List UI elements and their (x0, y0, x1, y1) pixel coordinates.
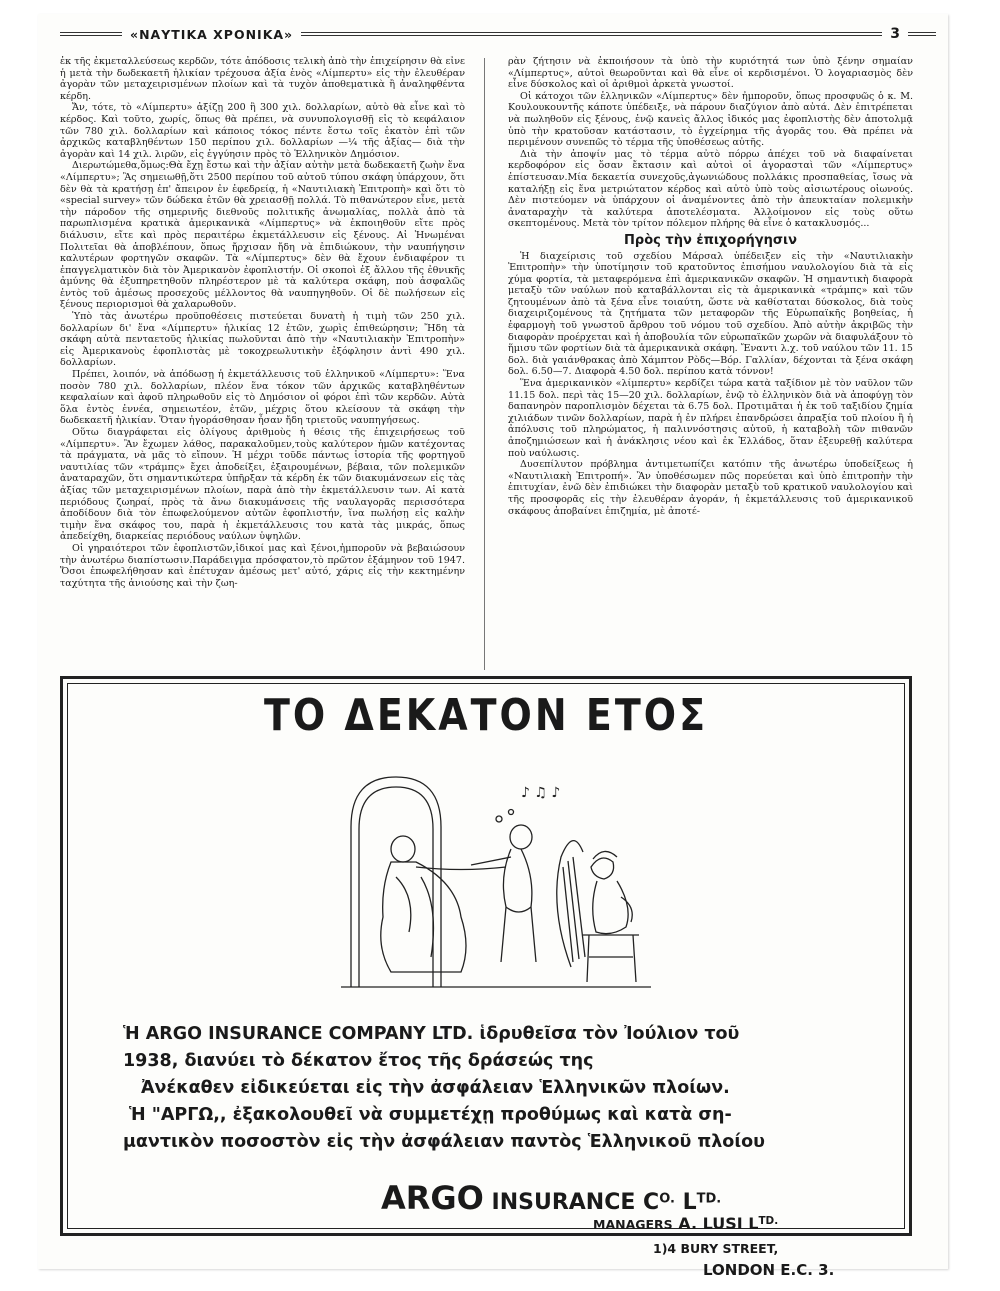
article-paragraph: Οὕτω διαγράφεται εἰς ὀλίγους ἀριθμοὺς ἡ θέσις τῆς ἐπιχειρήσεως τοῦ «Λίμπερτυ». Ἂν ἔχωμεν λάθος, παρακαλοῦμεν,τοὺς καλύτερον ἡμῶν κατέχοντας τὰ πράγματα, νὰ μᾶς τὸ εἴπουν. Ἡ μέχρι τοῦδε πάντως ἱστορία τῆς φορτηγοῦ ναυτιλίας τῶν «τράμπς» ἔχει ἀποδείξει, ἐξαιρουμένων, βέβαια, τῶν πολεμικῶν ἀναταραχῶν, ὅτι σημαντικώτερα ὑπῆρξαν τὰ κέρδη ἐκ τῶν διακυμάνσεων εἰς τὰς ἀξίας τῶν μεταχειρισμένων πλοίων, παρὰ ἀπὸ τὴν ἐκμετάλλευσιν των. Αἱ κατὰ περιόδους ζωηραί, πρὸς τὰ ἄνω διακυμάνσεις τῆς ναυλαγορᾶς περισσότερα ἀποδίδουν διὰ τὸν ἐπωφελούμενον αὐτῶν ἐφοπλιστήν, ἵνα πωλήσῃ εἰς καλὴν τιμὴν ἕνα σκάφος του, παρὰ ἡ ἐκμετάλλευσις του κατὰ τὰς μικράς, ὅπως ἀπεδείχθη, διαρκείας περιόδους ναύλων ὑψηλῶν. (60, 427, 465, 543)
stool (583, 935, 639, 982)
svg-text:♪ ♫ ♪: ♪ ♫ ♪ (521, 785, 561, 801)
ad-line: 1938, διανύει τὸ δέκατον ἔτος τῆς δράσεώς της (123, 1051, 594, 1071)
section-heading: Πρὸς τὴν ἐπιχορήγησιν (624, 232, 797, 248)
article-paragraph: Πρέπει, λοιπόν, νὰ ἀπόδωσῃ ἡ ἐκμετάλλευσις τοῦ ἑλληνικοῦ «Λίμπερτυ»: Ἕνα ποσὸν 780 χιλ. δολλαρίων, πλέον ἕνα τόκον τῶν ἀρχικῶς καταβληθέντων κεφαλαίων καὶ ἀφοῦ πληρωθοῦν εἰς τὸ Δημόσιον οἱ φόροι ἐπὶ τῶν κερδῶν. Αὐτὰ ὅλα ἐντὸς ἐννέα, σημειωτέον, ἐτῶν, μέχρις ὅτου κλείσουν τὰ σκάφη τὴν δωδεκαετῆ ἡλικίαν. Ὅταν ἠγοράσθησαν ἦσαν ἤδη τριετοῦς ναυπηγήσεως. (60, 369, 465, 427)
ad-line: Ἡ ARGO INSURANCE COMPANY LTD. ἱδρυθεῖσα τὸν Ἰούλιον τοῦ (123, 1024, 740, 1044)
article-paragraph: Ἄν, τότε, τὸ «Λίμπερτυ» ἀξίζῃ 200 ἢ 300 χιλ. δολλαρίων, αὐτὸ θὰ εἶνε καὶ τὸ κέρδος. Καὶ τοῦτο, χωρίς, ὅπως θὰ πρέπει, νὰ συνυπολογισθῇ εἰς τὸ κεφάλαιον τῶν 780 χιλ. δολλαρίων καὶ κάποιος τόκος πέντε ἔστω τοῖς ἑκατὸν ἐπὶ τῶν ἀρχικῶς καταβληθέντων 150 περίπου χιλ. δολλαρίων —¼ τῆς ἀξίας— διὰ τὴν ἀγορὰν καὶ 14 χιλ. λιρῶν, εἰς ἐγγύησιν πρὸς τὸ Ἑλληνικὸν Δημόσιον. (60, 102, 465, 160)
managers-name: A. LUSI L (672, 1214, 759, 1233)
brand-sup-ltd: TD. (696, 1191, 722, 1207)
standing-figure-head (510, 825, 532, 849)
brand-tail: L (674, 1190, 697, 1215)
brand-insurance: INSURANCE C (483, 1190, 660, 1215)
header-rule-left (60, 32, 122, 36)
article-paragraph: Διὰ τὴν ἀποψίν μας τὸ τέρμα αὐτὸ πόρρω ἀπέχει τοῦ νὰ διαφαίνεται κερδοφόρον εἰς ὅσαν ἔκτασιν καὶ αὐτοὶ οἱ ἀγορασταὶ τῶν «Λίμπερτυς» ἐπίστευσαν.Μία δεκαετία συνεχοῦς,ἀγωνιώδους πολλάκις προσπαθείας, ἴσως νὰ καταλήξῃ εἰς ἕνα μετριώτατον κέρδος καὶ αὐτὸ ὑπὸ τοὺς αἰσιωτέρους οἰωνούς. Δὲν πιστεύομεν νὰ ὑπάρχουν οἱ ἀναμένοντες ἀπὸ τὴν ἀπευκταίαν πολεμικὴν ἀναταραχὴν τὰ καλύτερα ἀποτελέσματα. Ἀλλοίμονον εἰς τοὺς οὕτω σκεπτομένους. Μετὰ τὸν τρίτον πόλεμον πλήρης θὰ εἶνε ὁ κατακλυσμός... (508, 148, 913, 230)
managers-line (593, 1214, 778, 1233)
article-paragraph: Δυσεπίλυτον πρόβλημα ἀντιμετωπίζει κατόπιν τῆς ἀνωτέρω ὑποδείξεως ἡ «Ναυτιλιακὴ Ἐπιτροπή». Ἂν ὑποθέσωμεν πῶς πορεύεται καὶ ὑπὸ ἐπιτροπὴν τὴν ἐπιτυχίαν, ἐνῶ δὲν ἐπιδιώκει τὴν διαφορὰν μεταξὺ τοῦ κρατικοῦ ναυλολογίου καὶ τῆς προσφορᾶς εἰς τὴν ἐλευθέραν ἀγοράν, ἡ ἐκμετάλλευσις τοῦ ἀμερικανικοῦ σκάφους ἀποβαίνει ἐπιζημία, μὲ ἀποτέ- (508, 459, 913, 517)
address-city: LONDON E.C. 3. (703, 1261, 835, 1279)
ancient-greek-scene-illustration (321, 757, 661, 1002)
article-paragraph: Οἱ γηραιότεροι τῶν ἐφοπλιστῶν,ἰδικοί μας καὶ ξένοι,ἠμποροῦν νὰ βεβαιώσουν τὴν ἀνωτέρω διαπίστωσιν.Παράδειγμα πρόσφατον,τὸ πρῶτον ἑξάμηνον τοῦ 1947. Ὅσοι ἐπωφελήθησαν καὶ ἐπέτυχαν ἀμέσως μετ' αὐτό, χάρις εἰς τὴν κεκτημένην ταχύτητα τῆς ἀνιούσης καὶ τὴν ζωη- (60, 542, 465, 589)
managers-sup-ltd: TD. (758, 1214, 779, 1227)
helmeted-figure-body (593, 881, 628, 934)
article-paragraph: Ἡ διαχείρισις τοῦ σχεδίου Μάρσαλ ὑπέδειξεν εἰς τὴν «Ναυτιλιακὴν Ἐπιτροπὴν» τὴν ὑποτίμησιν τοῦ κρατοῦντος ἐπισήμου ναυλολογίου διὰ τὰ εἰς χύμα φορτία, τὰ μεταφερόμενα ἐπὶ ἀμερικανικῶν σκαφῶν. Ἡ σημαντικὴ διαφορὰ μεταξὺ τῶν ναύλων ποὺ καταβάλλονται εἰς τὰ ἀμερικανικὰ «τράμπς» καὶ τῶν ζητουμένων ἀπὸ τὰ ξένα εἶνε τοιαύτη, ὥστε νὰ καθίσταται δύσκολος, διὰ τοὺς διαχειριζομένους τὰ ζητήματα τῶν μεταφορῶν τῆς Εὐρωπαϊκῆς βοηθείας, ἡ ἐφαρμογὴ τοῦ γνωστοῦ ἄρθρου τοῦ νόμου τοῦ σχεδίου. Ἀπὸ αὐτὴν ἀκριβῶς τὴν διαφορὰν προέρχεται καὶ ἡ ἀποβουλία τῶν εὐρωπαϊκῶν χωρῶν νὰ διαφυλάξουν τὸ ἥμισυ τῶν φορτίων διὰ τὰ ἀμερικανικὰ σκάφη. Ἔναντι λ.χ. τοῦ ναύλου τῶν 11. 15 δολ. διὰ γαιάνθρακας ἀπὸ Χάμπτον Ρὸδς—Βόρ. Γαλλίαν, δέχονται τὰ ξένα σκάφη δολ. 6.50—7. Διαφορὰ 4.50 δολ. περίπου κατὰ τόννον! (508, 250, 913, 378)
article-paragraph: Ἕνα ἀμερικανικὸν «λίμπερτυ» κερδίζει τώρα κατὰ ταξίδιον μὲ τὸν ναῦλον τῶν 11.15 δολ. περὶ τὰς 15—20 χιλ. δολλαρίων, ἐνῷ τὸ ἑλληνικὸν διὰ νὰ ἀποφύγῃ τὸν δαπανηρὸν παροπλισμὸν δέχεται τὰ 6.75 δολ. Προτιμᾶται ἡ ἐκ τοῦ ταξιδίου ζημία χιλιάδων τινῶν δολλαρίων, παρὰ ἡ ἐν πλήρει ἐπανδρώσει ἀπραξία τοῦ πλοίου ἢ ἡ ἀπόλυσις τοῦ πληρώματος, ἡ παλιννόστησις αὐτοῦ, ἡ καταβολὴ τῶν πιθανῶν ἀποζημιώσεων καὶ ἡ ἀνάκλησις νέου καὶ ἐκ Ἑλλάδος, ὅταν ἐξευρεθῇ καλύτερα ποὺ ναύλωσις. (508, 378, 913, 459)
helmeted-figure-head (591, 858, 614, 879)
header-rule-right (908, 32, 936, 36)
standing-figure-body (501, 849, 536, 962)
arch-doorway (351, 777, 441, 987)
ad-line: Ἀνέκαθεν εἰδικεύεται εἰς τὴν ἀσφάλειαν Ἑλληνικῶν πλοίων. (141, 1078, 730, 1098)
article-column-right (508, 56, 913, 674)
page-header (38, 22, 948, 46)
column-divider (484, 58, 485, 670)
article-column-left (60, 56, 465, 674)
article-paragraph: Οἱ κάτοχοι τῶν ἑλληνικῶν «Λίμπερτυς» δὲν ἠμποροῦν, ὅπως προσφυῶς ὁ κ. Μ. Κουλουκουντῆς κάποτε ὑπέδειξε, νὰ πάρουν διαζύγιον ἀπὸ αὐτά. Δὲν ἐπιτρέπεται νὰ πωληθοῦν εἰς ξένους, ἐνῷ κανεὶς ἄλλος ἰδικός μας ἐφοπλιστὴς δὲν ἀποτολμᾷ ὑπὸ τὴν κρατοῦσαν κατάστασιν, τὸ ἐγχείρημα τῆς ἀγορᾶς του. Θὰ πρέπει νὰ περιμένουν συνεπῶς τὸ τέρμα τῆς ὑποθέσεως αὐτῆς. (508, 90, 913, 149)
page-number: 3 (890, 26, 900, 42)
ad-line: μαντικὸν ποσοστὸν εἰς τὴν ἀσφάλειαν παντὸς Ἑλληνικοῦ πλοίου (123, 1132, 765, 1152)
seated-figure-drapery (381, 862, 466, 972)
header-rule-middle (301, 32, 882, 36)
article-paragraph: Διερωτώμεθα,ὅμως:Θὰ ἔχῃ ἔστω καὶ τὴν ἀξίαν αὐτὴν μετὰ δωδεκαετῆ ζωὴν ἕνα «Λίμπερτυ»; Ἂς σημειωθῇ,ὅτι 2500 περίπου τοῦ αὐτοῦ τύπου σκάφη ὑπάρχουν, ὅτι δὲν θὰ τὰ κρατήσῃ ἐπ' ἄπειρον ἐν ἐφεδρείᾳ, ἡ «Ναυτιλιακὴ Ἐπιτροπὴ» καὶ ὅτι τὸ «special survey» τῶν δώδεκα ἐτῶν θὰ χρειασθῇ πολλά. Τὸ πιθανώτερον εἶνε, μετὰ τὴν πάροδον τῆς σημερινῆς διεθνοῦς πολιτικῆς ἀνωμαλίας, πολλὰ ἀπὸ τὰ παρωπλισμένα κρατικὰ ἀμερικανικὰ «Λίμπερτυς» νὰ ἐκποιηθοῦν εἴτε πρὸς διάλυσιν, εἴτε καὶ πρὸς περαιτέρω ἐκμετάλλευσιν εἰς ξένους. Αἱ Ἡνωμέναι Πολιτεῖαι θὰ ἀποβλέπουν, ὅπως ἤρχισαν ἤδη νὰ ἐπιδιώκουν, τὴν ναυπήγησιν καλυτέρων φορτηγῶν σκαφῶν. Τὰ «Λίμπερτυς» δὲν θὰ ἔχουν ἐνδιαφέρον τι ἐπαγγελματικὸν διὰ τὸν Ἀμερικανὸν ἐφοπλιστήν. Οἱ σκοποὶ ἐξ ἄλλου τῆς ἐθνικῆς ἀμύνης θὰ ἐξυπηρετηθοῦν πληρέστερον μὲ τὰ καλύτερα σκάφη, ποὺ ἀσφαλῶς ἐντὸς τοῦ ἀμέσως προσεχοῦς μέλλοντος θὰ ναυπηγηθοῦν. Οἱ δὲ πωλήσεων εἰς ξένους περιορισμοὶ θὰ χαλαρωθοῦν. (60, 160, 465, 311)
ad-body-text (123, 1021, 869, 1156)
ad-title: ΤΟ ΔΕΚΑΤΟΝ ΕΤΟΣ (263, 689, 709, 741)
article-paragraph: ρὰν ζήτησιν νὰ ἐκποιήσουν τὰ ὑπὸ τὴν κυριότητά των ὑπὸ ξένην σημαίαν «Λίμπερτυς», αὐτοὶ θεωροῦνται καὶ θὰ εἶνε οἱ κερδισμένοι. Ὁ λογαριασμὸς δὲν εἶνε δύσκολος καὶ οἱ ἀριθμοὶ ἀρκετὰ γνωστοί. (508, 56, 913, 91)
address-street: 1)4 BURY STREET, (653, 1241, 779, 1256)
managers-label: MANAGERS (593, 1217, 673, 1232)
ad-line: Ἡ "ΑΡΓΩ,, ἐξακολουθεῖ νὰ συμμετέχῃ προθύμως καὶ κατὰ ση- (129, 1105, 732, 1125)
seated-figure-head (391, 836, 415, 862)
brand-sup-co: O. (659, 1191, 675, 1207)
article-paragraph: ἐκ τῆς ἐκμεταλλεύσεως κερδῶν, τότε ἀπόδοσις τελικὴ ἀπὸ τὴν ἐπιχείρησιν θὰ εἶνε ἡ μετὰ τὴν δωδεκαετῆ ἡλικίαν τρέχουσα ἀξία ἑνὸς «Λίμπερτυ» εἰς τὴν ἐλευθέραν ἀγορὰν τῶν μεταχειρισμένων πλοίων καὶ τὰ τυχὸν ἀποθεματικὰ ἢ ἀναληφθέντα κέρδη. (60, 56, 465, 102)
argo-insurance-advertisement (60, 676, 912, 1279)
magazine-title: «ΝΑΥΤΙΚΑ ΧΡΟΝΙΚΑ» (130, 26, 294, 42)
argo-brand-name (381, 1179, 721, 1217)
article-paragraph: Ὑπὸ τὰς ἀνωτέρω προϋποθέσεις πιστεύεται δυνατὴ ἡ τιμὴ τῶν 250 χιλ. δολλαρίων δι' ἕνα «Λίμπερτυ» ἡλικίας 12 ἐτῶν, χωρὶς ἐπιθεώρησιν; Ἤδη τὰ σκάφη αὐτὰ πενταετοῦς ἡλικίας πωλοῦνται ἀπὸ τὴν «Ναυτιλιακὴν Ἐπιτροπὴν» εἰς Ἀμερικανοὺς ἐφοπλιστὰς μὲ τοκοχρεωλυτικὴν ἐξόφλησιν ἀντὶ 490 χιλ. δολλαρίων. (60, 311, 465, 369)
magazine-page (38, 14, 948, 1279)
brand-argo: ARGO (381, 1179, 484, 1217)
